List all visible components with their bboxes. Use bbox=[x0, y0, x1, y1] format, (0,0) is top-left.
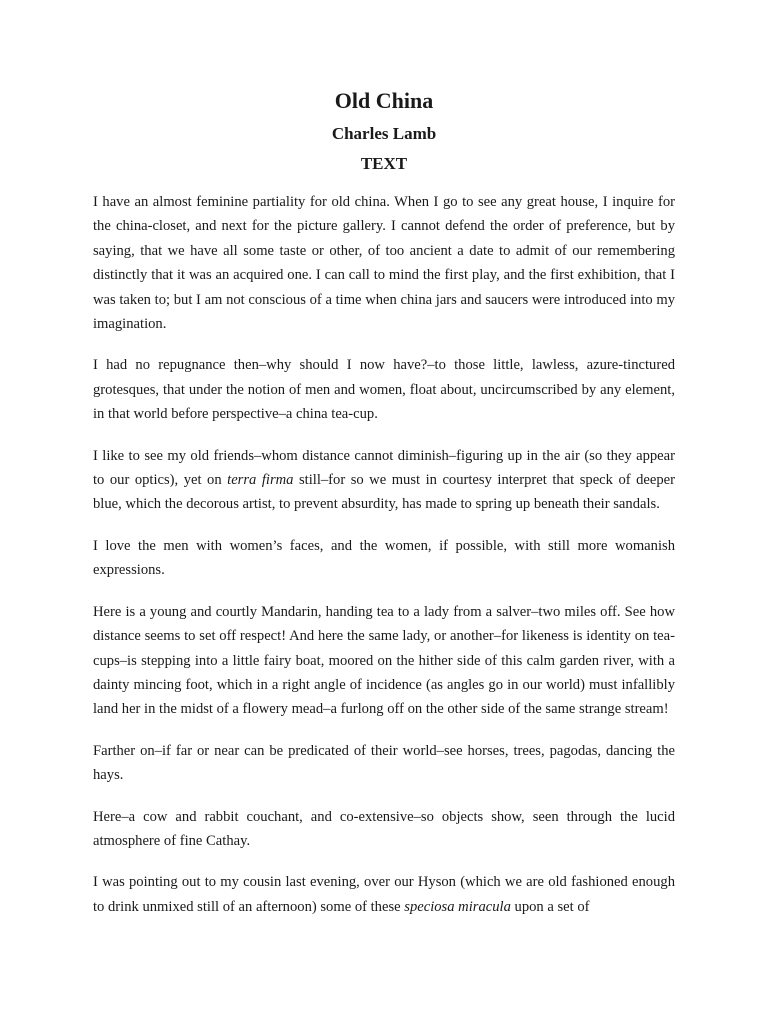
paragraph-3-text-after: still–for so we must in courtesy interpret that speck of deeper blue, which the decorous artist, to prevent absurdity, has made to spring up beneath their sandals. bbox=[93, 472, 675, 513]
author-name: Charles Lamb bbox=[331, 124, 437, 143]
paragraph-2: I had no repugnance then–why should I now have?–to those little, lawless, azure-tinctured grotesques, that under the notion of men and women, float about, uncircumscribed by any element, in that world before perspective–a china tea-cup. bbox=[93, 357, 675, 423]
section-label: TEXT bbox=[360, 154, 408, 173]
italic-phrase-speciosa-miracula: speciosa miracula bbox=[404, 898, 511, 915]
paragraph-5: Here is a young and courtly Mandarin, handing tea to a lady from a salver–two miles off. See how distance seems to set off respect! And here the same lady, or another–for likeness is identity on tea-cups–is stepping into a little fairy boat, moored on the hither side of this calm garden river, with a dainty mincing foot, which in a right angle of incidence (as angles go in our world) must infallibly land her in the midst of a flowery mead–a furlong off on the other side of the same strange stream! bbox=[93, 603, 675, 718]
paragraph-8 bbox=[93, 870, 675, 919]
paragraph-4: I love the men with women’s faces, and the women, if possible, with still more womanish expressions. bbox=[93, 537, 675, 579]
paragraph-7: Here–a cow and rabbit couchant, and co-extensive–so objects show, seen through the lucid atmosphere of fine Cathay. bbox=[93, 808, 675, 849]
paragraph-1: I have an almost feminine partiality for old china. When I go to see any great house, I inquire for the china-closet, and next for the picture gallery. I cannot defend the order of preference, but by saying, that we have all some taste or other, of too ancient a date to admit of our remembering distinctly that it was an acquired one. I can call to mind the first play, and the first exhibition, that I was taken to; but I am not conscious of a time when china jars and saucers were introduced into my imagination. bbox=[93, 194, 675, 333]
paragraph-6: Farther on–if far or near can be predicated of their world–see horses, trees, pagodas, dancing the hays. bbox=[93, 742, 675, 784]
body-text bbox=[93, 190, 675, 936]
paragraph-3-text-before: I like to see my old friends–whom distance cannot diminish–figuring up in the air (so they appear to our optics), yet on bbox=[93, 447, 675, 489]
paragraph-3 bbox=[93, 444, 675, 517]
document-title: Old China bbox=[334, 88, 434, 113]
italic-phrase-terra-firma: terra firma bbox=[227, 472, 294, 489]
paragraph-8-text-before: I was pointing out to my cousin last evening, over our Hyson (which we are old fashioned enough to drink unmixed still of an afternoon) some of these bbox=[93, 874, 675, 915]
paragraph-8-text-after: upon a set of bbox=[510, 898, 590, 915]
